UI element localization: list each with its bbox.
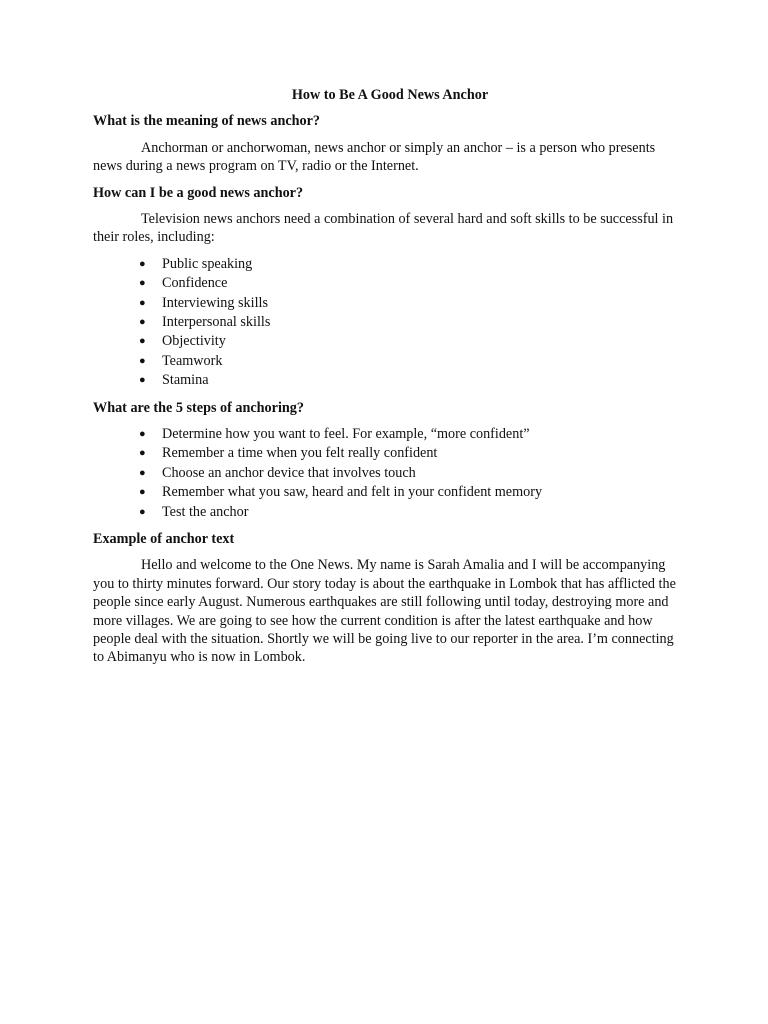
bullet-icon: ● bbox=[139, 486, 146, 499]
paragraph-skills-intro: Television news anchors need a combination of several hard and soft skills to be successful in their roles, including: bbox=[93, 211, 674, 246]
section-heading-how-to: How can I be a good news anchor? bbox=[93, 184, 304, 201]
list-item-text: Objectivity bbox=[162, 333, 226, 350]
list-item bbox=[93, 425, 683, 444]
list-item-text: Test the anchor bbox=[162, 503, 249, 520]
steps-list bbox=[93, 425, 683, 522]
document-title: How to Be A Good News Anchor bbox=[291, 87, 489, 103]
bullet-icon: ● bbox=[139, 316, 146, 329]
list-item-text: Interpersonal skills bbox=[162, 314, 271, 331]
bullet-icon: ● bbox=[139, 427, 146, 440]
bullet-icon: ● bbox=[139, 354, 146, 367]
section-heading-example: Example of anchor text bbox=[93, 530, 235, 547]
list-item-text: Remember a time when you felt really confident bbox=[162, 445, 438, 462]
list-item bbox=[93, 274, 683, 293]
list-item bbox=[93, 352, 683, 371]
document-page bbox=[93, 86, 683, 675]
list-item-text: Confidence bbox=[162, 275, 228, 292]
list-item bbox=[93, 371, 683, 390]
skills-list bbox=[93, 255, 683, 391]
list-item-text: Interviewing skills bbox=[162, 294, 268, 311]
paragraph-meaning: Anchorman or anchorwoman, news anchor or simply an anchor – is a person who presents news during a news program on TV, radio or the Internet. bbox=[93, 139, 656, 175]
list-item-text: Choose an anchor device that involves touch bbox=[162, 464, 416, 481]
bullet-icon: ● bbox=[139, 374, 146, 387]
bullet-icon: ● bbox=[139, 466, 146, 479]
list-item-text: Remember what you saw, heard and felt in your confident memory bbox=[162, 484, 543, 501]
list-item bbox=[93, 313, 683, 332]
list-item bbox=[93, 444, 683, 463]
list-item-text: Stamina bbox=[162, 372, 209, 389]
list-item bbox=[93, 332, 683, 351]
list-item bbox=[93, 483, 683, 502]
bullet-icon: ● bbox=[139, 277, 146, 290]
list-item-text: Determine how you want to feel. For example, “more confident” bbox=[162, 425, 530, 442]
section-heading-meaning: What is the meaning of news anchor? bbox=[93, 113, 321, 130]
section-heading-steps: What are the 5 steps of anchoring? bbox=[93, 399, 304, 416]
bullet-icon: ● bbox=[139, 447, 146, 460]
list-item-text: Teamwork bbox=[162, 352, 223, 369]
list-item bbox=[93, 294, 683, 313]
list-item-text: Public speaking bbox=[162, 255, 253, 272]
list-item bbox=[93, 255, 683, 274]
paragraph-anchor-example: Hello and welcome to the One News. My name is Sarah Amalia and I will be accompanying you to thirty minutes forward. Our story today is about the earthquake in Lombok that has afflicted the people since early August. Numerous earthquakes are still following until today, destroying more and more villages. We are going to see how the current condition is after the latest earthquake and how people deal with the situation. Shortly we will be going live to our reporter in the area. I’m connecting to Abimanyu who is now in Lombok. bbox=[93, 557, 676, 666]
list-item bbox=[93, 503, 683, 522]
bullet-icon: ● bbox=[139, 505, 146, 518]
list-item bbox=[93, 464, 683, 483]
bullet-icon: ● bbox=[139, 335, 146, 348]
bullet-icon: ● bbox=[139, 296, 146, 309]
bullet-icon: ● bbox=[139, 257, 146, 270]
